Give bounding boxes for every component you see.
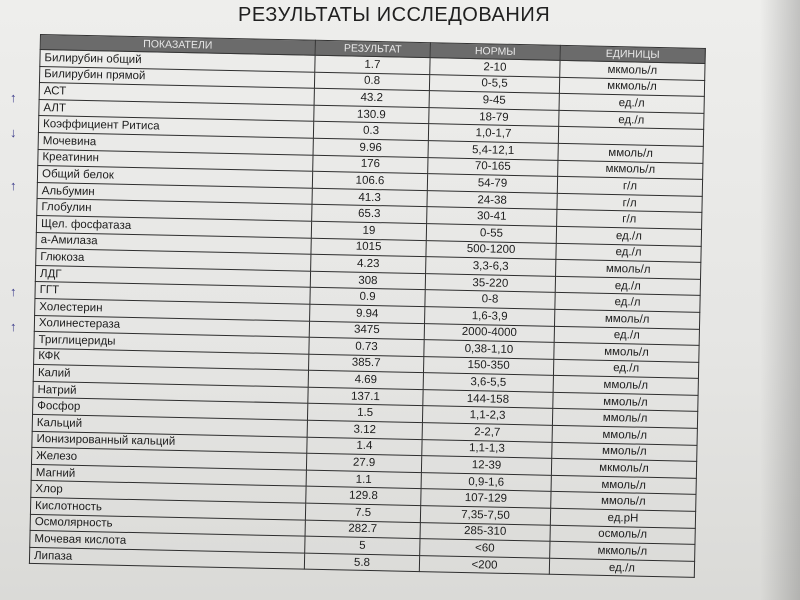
unit: ммоль/л (551, 492, 696, 512)
result-value: 1.4 (307, 437, 422, 456)
unit: ед.pH (550, 508, 695, 528)
indicator-name: а-Амилаза (36, 232, 311, 254)
norm-range: 2-10 (430, 58, 560, 77)
table-body (29, 50, 705, 578)
result-value: 9.96 (313, 138, 428, 157)
indicator-name: Холинестераза (34, 315, 309, 337)
unit: ммоль/л (552, 409, 697, 429)
header-units: ЕДИНИЦЫ (560, 45, 705, 63)
norm-range: 285-310 (420, 522, 550, 541)
unit: ммоль/л (553, 392, 698, 412)
indicator-name: Глобулин (37, 199, 312, 221)
norm-range: 7,35-7,50 (420, 506, 550, 525)
unit: ед./л (559, 110, 704, 130)
indicator-name: Мочевая кислота (30, 531, 305, 553)
norm-range: 0-55 (426, 224, 556, 243)
indicator-name: Железо (31, 448, 306, 470)
result-value: 0.73 (309, 337, 424, 356)
unit: г/л (557, 210, 702, 230)
norm-range: 24-38 (427, 190, 557, 209)
norm-range: 2000-4000 (424, 323, 554, 342)
unit: мкмоль/л (558, 160, 703, 180)
unit: ммоль/л (556, 259, 701, 279)
indicator-name: КФК (34, 348, 309, 370)
result-value: 106.6 (312, 171, 427, 190)
result-value: 137.1 (308, 387, 423, 406)
indicator-name: Билирубин прямой (39, 66, 314, 88)
unit: ед./л (555, 293, 700, 313)
result-value: 282.7 (305, 520, 420, 539)
norm-range: 3,3-6,3 (426, 257, 556, 276)
indicator-name: Альбумин (37, 182, 312, 204)
arrow-up-mark-icon: ↑ (10, 178, 17, 194)
result-value: 0.9 (310, 288, 425, 307)
indicator-name: Натрий (33, 381, 308, 403)
result-value: 3475 (309, 321, 424, 340)
unit: мкмоль/л (550, 542, 695, 562)
norm-range: 1,6-3,9 (425, 307, 555, 326)
indicator-name: АСТ (39, 83, 314, 105)
unit: мкмоль/л (551, 459, 696, 479)
norm-range: 500-1200 (426, 240, 556, 259)
result-value: 4.23 (311, 254, 426, 273)
norm-range: 150-350 (423, 356, 553, 375)
result-value: 3.12 (307, 420, 422, 439)
result-value: 7.5 (305, 503, 420, 522)
result-value: 130.9 (314, 105, 429, 124)
header-result: РЕЗУЛЬТАТ (315, 40, 430, 57)
unit: ммоль/л (555, 309, 700, 329)
indicator-name: АЛТ (39, 99, 314, 121)
unit: осмоль/л (550, 525, 695, 545)
indicator-name: Холестерин (35, 298, 310, 320)
indicator-name: Осмолярность (30, 514, 305, 536)
result-value: 129.8 (306, 487, 421, 506)
norm-range: <200 (419, 555, 549, 574)
unit: мкмоль/л (560, 60, 705, 80)
indicator-name: Кальций (32, 414, 307, 436)
unit: ед./л (559, 94, 704, 114)
unit: ммоль/л (552, 425, 697, 445)
norm-range: 5,4-12,1 (428, 141, 558, 160)
unit: ммоль/л (552, 442, 697, 462)
norm-range: 2-2,7 (422, 423, 552, 442)
unit: ед./л (556, 226, 701, 246)
arrow-up-mark-icon: ↑ (10, 283, 17, 299)
norm-range: 0,9-1,6 (421, 472, 551, 491)
indicator-name: Кислотность (30, 497, 305, 519)
norm-range: 107-129 (421, 489, 551, 508)
result-value: 5 (305, 536, 420, 555)
indicator-name: Глюкоза (36, 249, 311, 271)
norm-range: 1,0-1,7 (428, 124, 558, 143)
unit: ммоль/л (553, 376, 698, 396)
result-value: 41.3 (312, 188, 427, 207)
arrow-down-mark-icon: ↓ (10, 125, 17, 141)
result-value: 19 (311, 221, 426, 240)
norm-range: 0-8 (425, 290, 555, 309)
unit: ммоль/л (551, 475, 696, 495)
unit: ед./л (556, 243, 701, 263)
norm-range: 0-5,5 (429, 74, 559, 93)
indicator-name: Коэффициент Ритиса (38, 116, 313, 138)
result-value: 65.3 (312, 205, 427, 224)
norm-range: 0,38-1,10 (424, 340, 554, 359)
indicator-name: Липаза (29, 547, 304, 569)
indicator-name: Креатинин (38, 149, 313, 171)
indicator-name: Билирубин общий (40, 50, 315, 72)
unit: мкмоль/л (559, 77, 704, 97)
indicator-name: Хлор (31, 481, 306, 503)
paper-edge-shadow (760, 0, 800, 600)
header-indicator: ПОКАЗАТЕЛИ (40, 35, 315, 56)
indicator-name: Ионизированный кальций (32, 431, 307, 453)
indicator-name: Щел. фосфатаза (36, 215, 311, 237)
result-value: 43.2 (314, 88, 429, 107)
arrow-up-mark-icon: ↑ (10, 90, 17, 106)
unit: ммоль/л (558, 143, 703, 163)
header-norms: НОРМЫ (430, 43, 560, 61)
indicator-name: Калий (33, 365, 308, 387)
result-value: 0.8 (314, 72, 429, 91)
indicator-name: Магний (31, 464, 306, 486)
norm-range: 30-41 (427, 207, 557, 226)
norm-range: 12-39 (421, 456, 551, 475)
arrow-up-mark-icon: ↑ (10, 319, 17, 334)
results-table (29, 34, 706, 578)
result-value: 27.9 (306, 453, 421, 472)
result-value: 176 (313, 155, 428, 174)
indicator-name: ГГТ (35, 282, 310, 304)
indicator-name: Мочевина (38, 132, 313, 154)
unit: г/л (557, 177, 702, 197)
result-value: 385.7 (309, 354, 424, 373)
result-value: 308 (310, 271, 425, 290)
norm-range: 144-158 (423, 389, 553, 408)
unit: ед./л (549, 558, 694, 578)
norm-range: <60 (420, 539, 550, 558)
norm-range: 9-45 (429, 91, 559, 110)
results-table-wrapper (29, 34, 706, 578)
result-value: 1015 (311, 238, 426, 257)
result-value: 1.1 (306, 470, 421, 489)
norm-range: 3,6-5,5 (423, 373, 553, 392)
indicator-name: ЛДГ (35, 265, 310, 287)
unit: ммоль/л (554, 342, 699, 362)
norm-range: 1,1-2,3 (422, 406, 552, 425)
norm-range: 35-220 (425, 273, 555, 292)
result-value: 1.5 (307, 404, 422, 423)
indicator-name: Общий белок (37, 166, 312, 188)
norm-range: 18-79 (429, 107, 559, 126)
norm-range: 70-165 (428, 157, 558, 176)
result-value: 9.94 (310, 304, 425, 323)
result-value: 0.3 (313, 122, 428, 141)
norm-range: 1,1-1,3 (422, 439, 552, 458)
result-value: 1.7 (315, 55, 430, 74)
unit: ед./л (553, 359, 698, 379)
result-value: 5.8 (304, 553, 419, 572)
unit: г/л (557, 193, 702, 213)
unit: ед./л (555, 276, 700, 296)
unit: ед./л (554, 326, 699, 346)
indicator-name: Триглицериды (34, 332, 309, 354)
result-value: 4.69 (308, 370, 423, 389)
document-title: РЕЗУЛЬТАТЫ ИССЛЕДОВАНИЯ (238, 4, 551, 26)
norm-range: 54-79 (427, 174, 557, 193)
indicator-name: Фосфор (33, 398, 308, 420)
